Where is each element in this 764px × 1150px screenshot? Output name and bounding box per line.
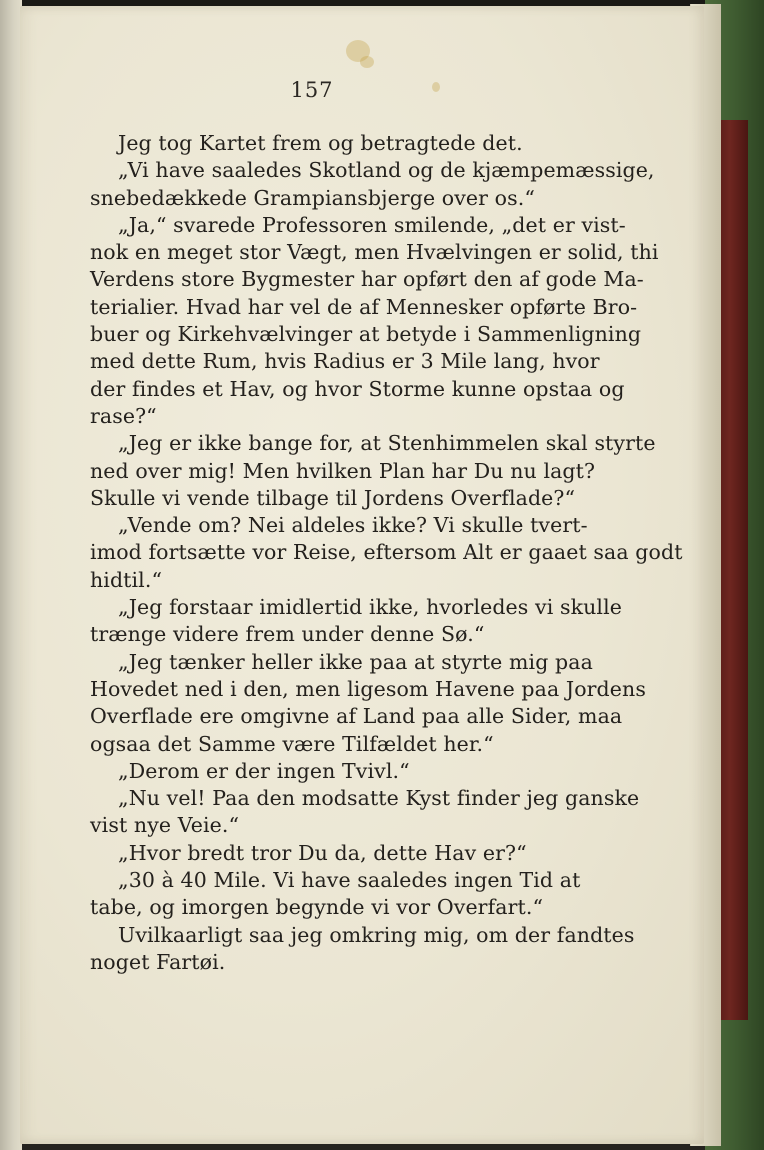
text-line: Skulle vi vende tilbage til Jordens Overflade?“ [90,485,576,510]
text-line: ogsaa det Samme være Tilfældet her.“ [90,731,494,756]
body-text [90,130,683,976]
text-line: Hovedet ned i den, men ligesom Havene paa Jordens [90,676,646,701]
page-number: 157 [290,78,334,102]
text-line: imod fortsætte vor Reise, eftersom Alt er gaaet saa godt [90,540,683,565]
text-line: buer og Kirkehvælvinger at betyde i Sammenligning [90,322,642,347]
text-line: Overflade ere omgivne af Land paa alle Sider, maa [90,704,623,729]
text-line: vist nye Veie.“ [90,813,240,838]
text-line: med dette Rum, hvis Radius er 3 Mile lang, hvor [90,349,600,374]
text-line: snebedækkede Grampiansbjerge over os.“ [90,185,535,210]
text-line: „Vi have saaledes Skotland og de kjæmpemæssige, [118,158,655,183]
paper-stain [360,56,374,68]
text-line: Verdens store Bygmester har opført den af gode Ma- [90,267,644,292]
text-line: „Jeg forstaar imidlertid ikke, hvorledes vi skulle [118,595,622,620]
text-line: Jeg tog Kartet frem og betragtede det. [118,131,523,155]
text-line: tabe, og imorgen begynde vi vor Overfart.“ [90,895,544,920]
text-line: ned over mig! Men hvilken Plan har Du nu lagt? [90,458,596,483]
text-line: „Hvor bredt tror Du da, dette Hav er?“ [118,840,527,865]
text-line: „Jeg er ikke bange for, at Stenhimmelen skal styrte [118,431,656,456]
text-line: terialier. Hvad har vel de af Mennesker opførte Bro- [90,294,638,319]
text-line: der findes et Hav, og hvor Storme kunne opstaa og [90,376,625,401]
text-line: hidtil.“ [90,567,163,592]
text-line: „Derom er der ingen Tvivl.“ [118,758,410,783]
text-line: noget Fartøi. [90,949,226,974]
text-line: rase?“ [90,403,157,428]
text-line: „Vende om? Nei aldeles ikke? Vi skulle tvert- [118,513,588,538]
text-line: Uvilkaarligt saa jeg omkring mig, om der fandtes [118,922,635,947]
text-line: „Jeg tænker heller ikke paa at styrte mig paa [118,649,593,674]
text-line: „Nu vel! Paa den modsatte Kyst finder jeg ganske [118,786,640,811]
text-line: „30 à 40 Mile. Vi have saaledes ingen Tid at [118,868,581,893]
text-line: trænge videre frem under denne Sø.“ [90,622,485,647]
book-page [20,6,704,1144]
text-line: „Ja,“ svarede Professoren smilende, „det er vist- [118,212,626,237]
book-spine-leather [718,120,748,1020]
text-line: nok en meget stor Vægt, men Hvælvingen er solid, thi [90,240,659,265]
gutter-shadow [0,0,22,1150]
